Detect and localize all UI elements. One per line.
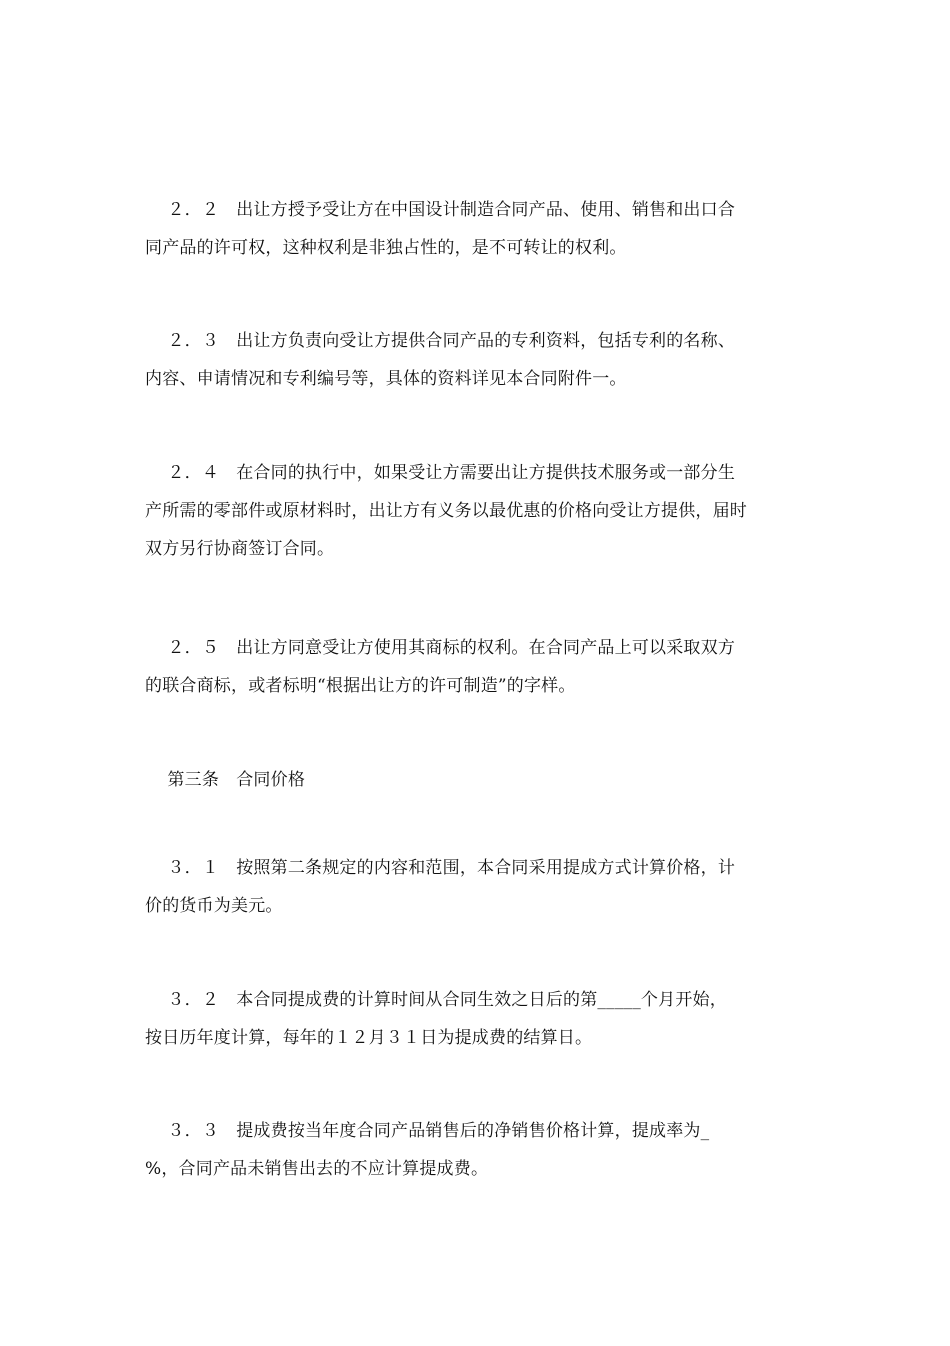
clause-3-2-line-1: ３．２ 本合同提成费的计算时间从合同生效之日后的第_____个月开始， xyxy=(167,990,727,1010)
clause-3-2 xyxy=(145,943,815,1095)
clause-3-3-line-2: %，合同产品未销售出去的不应计算提成费。 xyxy=(145,1159,489,1179)
clause-3-2-line-2: 按日历年度计算，每年的１２月３１日为提成费的结算日。 xyxy=(145,1028,593,1048)
clause-2-4-line-1: ２．４ 在合同的执行中，如果受让方需要出让方提供技术服务或一部分生 xyxy=(167,463,736,483)
clause-2-2-line-2: 同产品的许可权，这种权利是非独占性的，是不可转让的权利。 xyxy=(145,238,627,258)
clause-2-3-line-2: 内容、申请情况和专利编号等，具体的资料详见本合同附件一。 xyxy=(145,369,627,389)
clause-3-3 xyxy=(145,1074,815,1226)
clause-3-1-line-1: ３．１ 按照第二条规定的内容和范围，本合同采用提成方式计算价格，计 xyxy=(167,858,736,878)
clause-2-5-line-2: 的联合商标，或者标明“根据出让方的许可制造”的字样。 xyxy=(145,676,576,696)
clause-2-5-line-1: ２．５ 出让方同意受让方使用其商标的权利。在合同产品上可以采取双方 xyxy=(167,638,736,658)
clause-2-4-line-2: 产所需的零部件或原材料时，出让方有义务以最优惠的价格向受让方提供，届时 xyxy=(145,501,747,521)
clause-3-3-line-1: ３．３ 提成费按当年度合同产品销售后的净销售价格计算，提成率为_ xyxy=(167,1121,710,1141)
clause-2-3-line-1: ２．３ 出让方负责向受让方提供合同产品的专利资料，包括专利的名称、 xyxy=(167,331,736,351)
clause-2-4-line-3: 双方另行协商签订合同。 xyxy=(145,539,335,559)
clause-2-2-line-1: ２．２ 出让方授予受让方在中国设计制造合同产品、使用、销售和出口合 xyxy=(167,200,736,220)
clause-2-3 xyxy=(145,284,815,436)
clause-3-1-line-2: 价的货币为美元。 xyxy=(145,896,283,916)
clause-2-5 xyxy=(145,591,815,743)
clause-3-1 xyxy=(145,811,815,963)
clause-2-2 xyxy=(145,153,815,305)
clause-2-4 xyxy=(145,416,815,606)
article-3-title: 第三条 合同价格 xyxy=(167,770,306,790)
